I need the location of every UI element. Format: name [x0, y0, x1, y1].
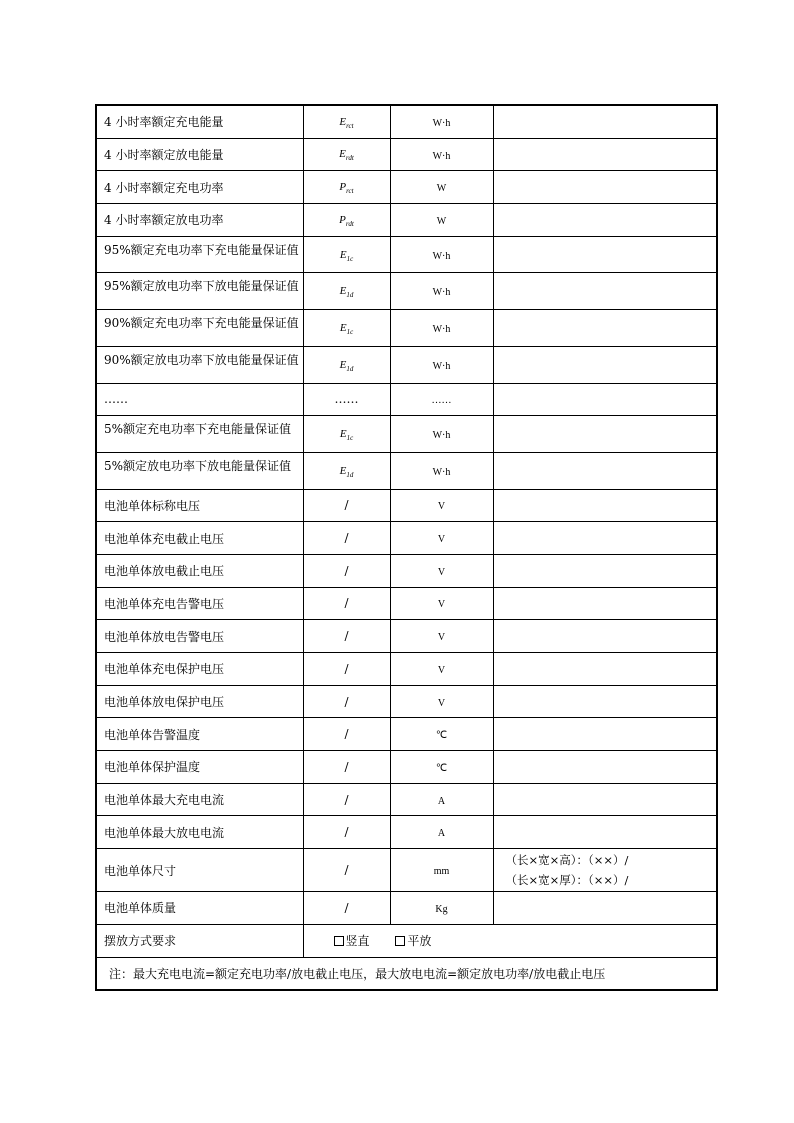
symbol-expression: $P_{rct}$ [339, 181, 354, 196]
row-name: 95%额定充电功率下充电能量保证值 [96, 236, 303, 273]
row-name: 电池单体充电保护电压 [96, 653, 303, 686]
row-name: 电池单体保护温度 [96, 751, 303, 784]
spec-row [96, 653, 717, 686]
mass-row [96, 892, 717, 925]
row-symbol [303, 346, 390, 383]
spec-row [96, 346, 717, 383]
row-unit: ℃ [390, 751, 493, 784]
spec-row [96, 204, 717, 237]
row-symbol: / [303, 849, 390, 892]
size-value-cell[interactable] [493, 849, 717, 892]
row-unit: W·h [390, 273, 493, 310]
row-symbol: / [303, 816, 390, 849]
spec-row [96, 416, 717, 453]
spec-row [96, 751, 717, 784]
row-unit: V [390, 653, 493, 686]
spec-row [96, 620, 717, 653]
placement-options [303, 924, 717, 957]
row-unit: W·h [390, 310, 493, 347]
row-value-cell[interactable] [493, 273, 717, 310]
row-unit: W·h [390, 138, 493, 171]
row-symbol: / [303, 620, 390, 653]
row-symbol: …… [303, 383, 390, 416]
spec-row [96, 522, 717, 555]
row-symbol [303, 273, 390, 310]
row-unit: V [390, 620, 493, 653]
row-name: 4 小时率额定充电能量 [96, 105, 303, 138]
row-symbol: / [303, 489, 390, 522]
row-name: 电池单体充电告警电压 [96, 587, 303, 620]
symbol-expression: $E_{rct}$ [339, 115, 354, 130]
row-symbol [303, 138, 390, 171]
symbol-expression: $E_{1d}$ [339, 464, 354, 479]
row-value-cell[interactable] [493, 751, 717, 784]
row-name: 电池单体最大充电电流 [96, 783, 303, 816]
row-unit: A [390, 816, 493, 849]
row-symbol [303, 204, 390, 237]
spec-row [96, 236, 717, 273]
row-value-cell[interactable] [493, 452, 717, 489]
spec-row [96, 816, 717, 849]
note-row [96, 957, 717, 990]
row-name: …… [96, 383, 303, 416]
row-symbol [303, 416, 390, 453]
row-symbol [303, 452, 390, 489]
row-name: 5%额定放电功率下放电能量保证值 [96, 452, 303, 489]
row-name: 90%额定充电功率下充电能量保证值 [96, 310, 303, 347]
spec-table-body [96, 105, 717, 849]
row-unit: W [390, 171, 493, 204]
spec-row [96, 383, 717, 416]
spec-row [96, 310, 717, 347]
spec-row [96, 171, 717, 204]
row-unit: ℃ [390, 718, 493, 751]
row-unit: mm [390, 849, 493, 892]
row-symbol: / [303, 653, 390, 686]
row-name: 电池单体放电截止电压 [96, 554, 303, 587]
row-unit: Kg [390, 892, 493, 925]
row-unit: W·h [390, 105, 493, 138]
row-name: 电池单体放电告警电压 [96, 620, 303, 653]
spec-row [96, 489, 717, 522]
row-unit: W·h [390, 416, 493, 453]
row-name: 电池单体告警温度 [96, 718, 303, 751]
spec-row [96, 783, 717, 816]
symbol-expression: $E_{1d}$ [339, 358, 354, 373]
mass-value-cell[interactable] [493, 892, 717, 925]
symbol-expression: $P_{rdt}$ [339, 213, 354, 228]
row-symbol: / [303, 685, 390, 718]
row-value-cell[interactable] [493, 383, 717, 416]
row-name: 电池单体充电截止电压 [96, 522, 303, 555]
row-value-cell[interactable] [493, 171, 717, 204]
row-value-cell[interactable] [493, 816, 717, 849]
option-flat[interactable]: 平放 [395, 932, 431, 949]
row-unit: V [390, 685, 493, 718]
row-name: 4 小时率额定放电能量 [96, 138, 303, 171]
symbol-expression: $E_{1c}$ [339, 427, 354, 443]
row-unit: V [390, 489, 493, 522]
row-symbol: / [303, 522, 390, 555]
row-name: 4 小时率额定充电功率 [96, 171, 303, 204]
option-vertical[interactable]: 竖直 [334, 932, 370, 949]
row-name: 90%额定放电功率下放电能量保证值 [96, 346, 303, 383]
row-symbol: / [303, 892, 390, 925]
row-name: 95%额定放电功率下放电能量保证值 [96, 273, 303, 310]
row-unit: W·h [390, 452, 493, 489]
spec-row [96, 554, 717, 587]
spec-table-tail [96, 849, 717, 991]
size-row [96, 849, 717, 892]
row-value-cell[interactable] [493, 138, 717, 171]
row-symbol [303, 236, 390, 273]
row-value-cell[interactable] [493, 554, 717, 587]
symbol-expression: $E_{1c}$ [339, 248, 354, 263]
row-value-cell[interactable] [493, 236, 717, 273]
row-unit: V [390, 587, 493, 620]
symbol-expression: $E_{1c}$ [339, 321, 354, 337]
row-value-cell[interactable] [493, 105, 717, 138]
symbol-expression: $E_{rdt}$ [339, 148, 354, 163]
checkbox-icon[interactable] [395, 936, 405, 946]
note-text: 注：最大充电电流=额定充电功率/放电截止电压，最大放电电流=额定放电功率/放电截止电压 [96, 957, 717, 990]
spec-row [96, 685, 717, 718]
size-line-lwt: （长×宽×厚）：（××）/ [505, 873, 629, 888]
row-unit: A [390, 783, 493, 816]
spec-row [96, 452, 717, 489]
row-name: 电池单体标称电压 [96, 489, 303, 522]
row-unit: W·h [390, 346, 493, 383]
row-symbol: / [303, 554, 390, 587]
placement-row [96, 924, 717, 957]
row-unit: V [390, 554, 493, 587]
row-value-cell[interactable] [493, 204, 717, 237]
spec-row [96, 718, 717, 751]
row-unit: V [390, 522, 493, 555]
spec-row [96, 273, 717, 310]
row-symbol [303, 171, 390, 204]
row-symbol: / [303, 587, 390, 620]
row-name: 电池单体质量 [96, 892, 303, 925]
row-value-cell[interactable] [493, 653, 717, 686]
row-name: 4 小时率额定放电功率 [96, 204, 303, 237]
row-value-cell[interactable] [493, 489, 717, 522]
row-value-cell[interactable] [493, 783, 717, 816]
row-unit: W·h [390, 236, 493, 273]
row-value-cell[interactable] [493, 718, 717, 751]
row-value-cell[interactable] [493, 685, 717, 718]
spec-row [96, 138, 717, 171]
row-value-cell[interactable] [493, 416, 717, 453]
row-name: 摆放方式要求 [96, 924, 303, 957]
spec-row [96, 105, 717, 138]
row-name: 电池单体最大放电电流 [96, 816, 303, 849]
row-symbol [303, 105, 390, 138]
row-name: 5%额定充电功率下充电能量保证值 [96, 416, 303, 453]
row-value-cell[interactable] [493, 522, 717, 555]
row-name: 电池单体尺寸 [96, 849, 303, 892]
row-value-cell[interactable] [493, 310, 717, 347]
row-symbol: / [303, 718, 390, 751]
row-symbol: / [303, 751, 390, 784]
row-unit: …… [390, 383, 493, 416]
row-symbol [303, 310, 390, 347]
battery-spec-table [95, 104, 718, 991]
size-line-lwh: （长×宽×高）：（××）/ [505, 853, 629, 868]
row-value-cell[interactable] [493, 346, 717, 383]
checkbox-icon[interactable] [334, 936, 344, 946]
row-unit: W [390, 204, 493, 237]
row-symbol: / [303, 783, 390, 816]
row-name: 电池单体放电保护电压 [96, 685, 303, 718]
row-value-cell[interactable] [493, 620, 717, 653]
spec-row [96, 587, 717, 620]
row-value-cell[interactable] [493, 587, 717, 620]
symbol-expression: $E_{1d}$ [339, 285, 354, 300]
